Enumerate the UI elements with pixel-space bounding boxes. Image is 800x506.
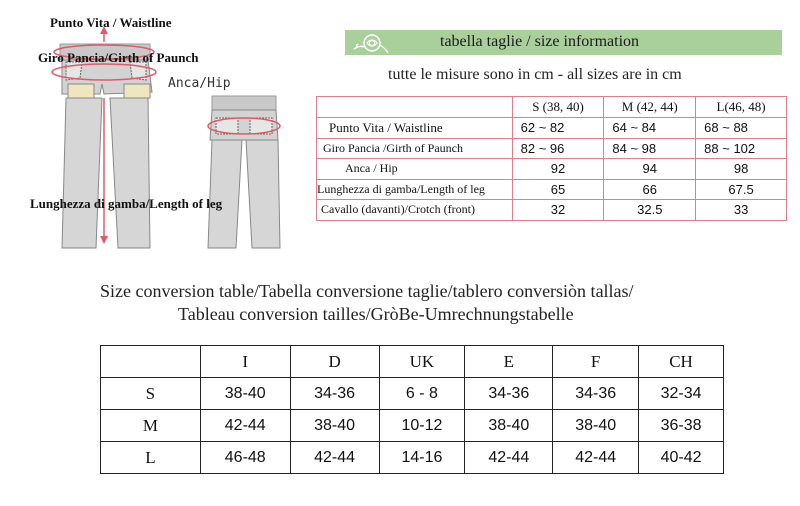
back-pants-icon [208, 96, 280, 248]
header-cell: I [200, 346, 290, 378]
conversion-title [100, 280, 720, 326]
header-cell: E [465, 346, 553, 378]
row-label: Lunghezza di gamba/Length of leg [317, 179, 513, 200]
cell: 88 ~ 102 [696, 138, 787, 159]
cell: 66 [604, 179, 696, 200]
banner-title: tabella taglie / size information [440, 33, 640, 50]
header-cell: UK [379, 346, 465, 378]
size-header-m: M (42, 44) [604, 97, 696, 118]
conversion-row-m [101, 410, 724, 442]
header-cell: CH [639, 346, 724, 378]
cell: 84 ~ 98 [604, 138, 696, 159]
pants-diagram [0, 0, 310, 260]
cell: 42-44 [465, 442, 553, 474]
size-info-table [316, 96, 787, 221]
cell: 98 [696, 159, 787, 180]
cell: 14-16 [379, 442, 465, 474]
conversion-row-s [101, 378, 724, 410]
conversion-table [100, 345, 724, 474]
size-row-paunch [317, 138, 787, 159]
size-row-hip [317, 159, 787, 180]
row-label: Anca / Hip [317, 159, 513, 180]
size-row-crotch [317, 200, 787, 221]
cell: 34-36 [465, 378, 553, 410]
size-row-waist [317, 118, 787, 139]
paunch-label: Giro Pancia/Girth of Paunch [38, 50, 199, 65]
header-cell: D [290, 346, 379, 378]
cell: 62 ~ 82 [512, 118, 604, 139]
cell: 94 [604, 159, 696, 180]
cell: 40-42 [639, 442, 724, 474]
size-cell: S [101, 378, 201, 410]
leg-length-label: Lunghezza di gamba/Length of leg [30, 196, 223, 211]
cell: 36-38 [639, 410, 724, 442]
cell: 65 [512, 179, 604, 200]
cell: 67.5 [696, 179, 787, 200]
hip-label: Anca/Hip [168, 76, 231, 91]
cell: 42-44 [200, 410, 290, 442]
cell: 46-48 [200, 442, 290, 474]
cell: 38-40 [465, 410, 553, 442]
cell: 64 ~ 84 [604, 118, 696, 139]
cell: 38-40 [553, 410, 639, 442]
size-cell: L [101, 442, 201, 474]
cell: 34-36 [553, 378, 639, 410]
cell: 42-44 [290, 442, 379, 474]
size-row-leg [317, 179, 787, 200]
cell: 82 ~ 96 [512, 138, 604, 159]
cell: 92 [512, 159, 604, 180]
cell: 32 [512, 200, 604, 221]
size-cell: M [101, 410, 201, 442]
row-label: Cavallo (davanti)/Crotch (front) [317, 200, 513, 221]
row-label: Punto Vita / Waistline [317, 118, 513, 139]
conversion-title-line1: Size conversion table/Tabella conversione taglie/tablero conversiòn tallas/ [100, 281, 634, 301]
cell: 34-36 [290, 378, 379, 410]
cell: 6 - 8 [379, 378, 465, 410]
header-cell [101, 346, 201, 378]
size-header-l: L(46, 48) [696, 97, 787, 118]
cell: 42-44 [553, 442, 639, 474]
conversion-title-line2: Tableau conversion tailles/GròBe-Umrechnungstabelle [178, 304, 574, 324]
size-table-corner [317, 97, 513, 118]
front-pants-icon [60, 44, 152, 248]
cell: 38-40 [290, 410, 379, 442]
cell: 32-34 [639, 378, 724, 410]
cell: 38-40 [200, 378, 290, 410]
cell: 68 ~ 88 [696, 118, 787, 139]
waistline-label: Punto Vita / Waistline [50, 15, 172, 30]
conversion-row-l [101, 442, 724, 474]
units-note: tutte le misure sono in cm - all sizes are in cm [388, 66, 682, 83]
size-header-s: S (38, 40) [512, 97, 604, 118]
cell: 33 [696, 200, 787, 221]
rose-icon [350, 31, 390, 55]
row-label: Giro Pancia /Girth of Paunch [317, 138, 513, 159]
header-cell: F [553, 346, 639, 378]
conversion-header-row [101, 346, 724, 378]
cell: 10-12 [379, 410, 465, 442]
cell: 32.5 [604, 200, 696, 221]
